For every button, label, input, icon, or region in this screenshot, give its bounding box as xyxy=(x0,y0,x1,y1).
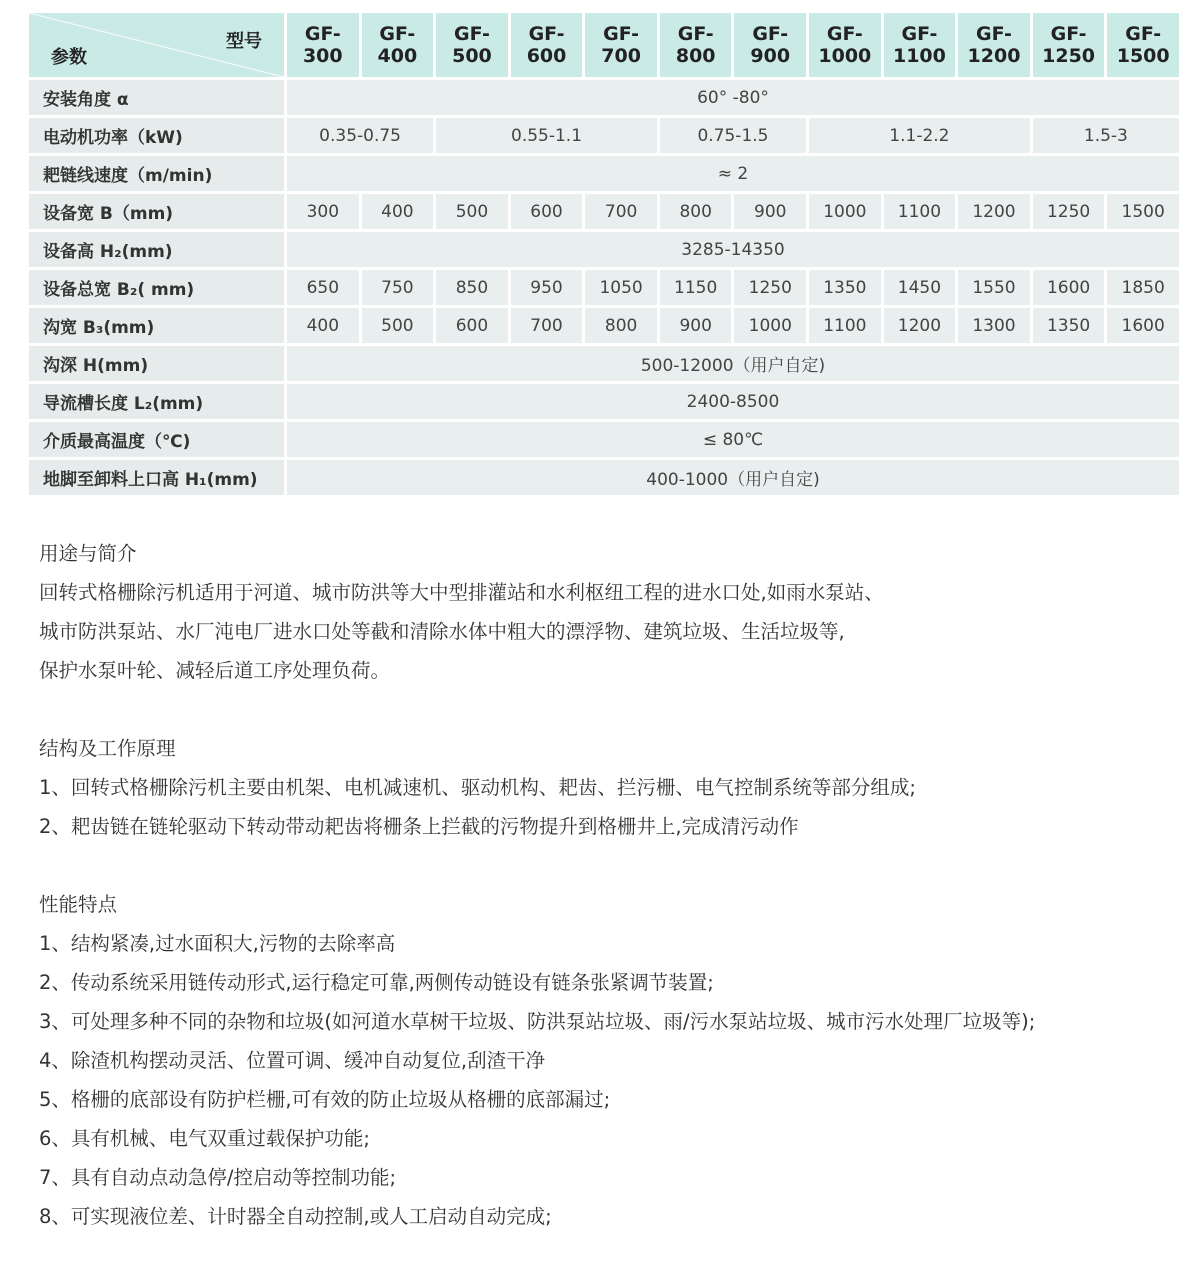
table-cell: 1250 xyxy=(734,270,806,305)
table-cell: 1100 xyxy=(809,308,881,343)
section-title: 用途与简介 xyxy=(39,542,137,565)
table-cell: 1150 xyxy=(660,270,732,305)
row-label: 设备宽 B（mm) xyxy=(29,194,284,229)
table-row xyxy=(29,460,1179,495)
table-cell: 800 xyxy=(660,194,732,229)
table-cell: 1550 xyxy=(958,270,1030,305)
model-header-cell xyxy=(1033,13,1105,77)
model-prefix: GF- xyxy=(379,23,416,45)
table-cell: 800 xyxy=(585,308,657,343)
row-label: 安装角度 α xyxy=(29,80,284,115)
table-cell: 1000 xyxy=(734,308,806,343)
model-header-cell xyxy=(660,13,732,77)
table-row xyxy=(29,156,1179,191)
table-cell: 1350 xyxy=(809,270,881,305)
table-cell: 1.1-2.2 xyxy=(809,118,1030,153)
section-line: 3、可处理多种不同的杂物和垃圾(如河道水草树干垃圾、防洪泵站垃圾、雨/污水泵站垃圾、城市污水处理厂垃圾等); xyxy=(39,1010,1036,1033)
table-cell: 1100 xyxy=(884,194,956,229)
table-row xyxy=(29,308,1179,343)
model-prefix: GF- xyxy=(528,23,565,45)
row-label: 电动机功率（kW) xyxy=(29,118,284,153)
table-cell: 900 xyxy=(660,308,732,343)
table-cell: 700 xyxy=(511,308,583,343)
table-cell: 400 xyxy=(287,308,359,343)
model-prefix: GF- xyxy=(752,23,789,45)
table-cell: 950 xyxy=(511,270,583,305)
model-prefix: GF- xyxy=(976,23,1012,45)
row-label: 地脚至卸料上口高 H₁(mm) xyxy=(29,460,284,495)
section-line: 4、除渣机构摆动灵活、位置可调、缓冲自动复位,刮渣干净 xyxy=(39,1049,546,1072)
table-cell: 1350 xyxy=(1033,308,1105,343)
table-cell: 900 xyxy=(734,194,806,229)
table-cell: 0.35-0.75 xyxy=(287,118,433,153)
corner-model-label: 型号 xyxy=(226,31,262,52)
model-header-cell xyxy=(287,13,359,77)
table-row xyxy=(29,80,1179,115)
model-header-cell xyxy=(1107,13,1179,77)
row-label: 设备高 H₂(mm) xyxy=(29,232,284,267)
model-prefix: GF- xyxy=(677,23,714,45)
spec-table xyxy=(26,10,1182,498)
row-label: 沟宽 B₃(mm) xyxy=(29,308,284,343)
table-row xyxy=(29,384,1179,419)
table-cell: 1000 xyxy=(809,194,881,229)
model-number: 800 xyxy=(675,45,716,67)
table-cell: 500-12000（用户自定) xyxy=(287,346,1179,381)
model-header-cell xyxy=(362,13,434,77)
table-row xyxy=(29,422,1179,457)
model-number: 900 xyxy=(750,45,791,67)
model-header-cell xyxy=(436,13,508,77)
table-cell: 300 xyxy=(287,194,359,229)
table-header-row xyxy=(29,13,1179,77)
spec-table-container xyxy=(26,10,1182,498)
section-line: 1、回转式格栅除污机主要由机架、电机减速机、驱动机构、耙齿、拦污栅、电气控制系统等部分组成; xyxy=(39,776,916,799)
section-line: 城市防洪泵站、水厂沌电厂进水口处等截和清除水体中粗大的漂浮物、建筑垃圾、生活垃圾等, xyxy=(39,620,845,643)
model-header-cell xyxy=(809,13,881,77)
row-label: 介质最高温度（℃) xyxy=(29,422,284,457)
model-prefix: GF- xyxy=(826,23,863,45)
table-row xyxy=(29,232,1179,267)
section-line: 2、传动系统采用链传动形式,运行稳定可靠,两侧传动链设有链条张紧调节装置; xyxy=(39,971,714,994)
section-line: 5、格栅的底部设有防护栏栅,可有效的防止垃圾从格栅的底部漏过; xyxy=(39,1088,611,1111)
table-cell: 1850 xyxy=(1107,270,1179,305)
table-cell: 500 xyxy=(436,194,508,229)
model-number: 500 xyxy=(452,45,492,67)
table-cell: 700 xyxy=(585,194,657,229)
model-number: 600 xyxy=(526,45,567,67)
section-line: 1、结构紧凑,过水面积大,污物的去除率高 xyxy=(39,932,396,955)
table-cell: 600 xyxy=(511,194,583,229)
table-cell: 850 xyxy=(436,270,508,305)
section-line: 保护水泵叶轮、减轻后道工序处理负荷。 xyxy=(39,659,391,682)
model-prefix: GF- xyxy=(304,23,341,45)
section-line: 回转式格栅除污机适用于河道、城市防洪等大中型排灌站和水利枢纽工程的进水口处,如雨水泵站、 xyxy=(39,581,884,604)
model-number: 400 xyxy=(377,45,418,67)
section-gap xyxy=(39,690,1189,729)
table-cell: ≤ 80℃ xyxy=(287,422,1179,457)
table-cell: 1500 xyxy=(1107,194,1179,229)
row-label: 耙链线速度（m/min) xyxy=(29,156,284,191)
model-number: 1000 xyxy=(818,45,872,67)
table-cell: 1450 xyxy=(884,270,956,305)
model-prefix: GF- xyxy=(454,23,490,45)
model-number: 300 xyxy=(302,45,343,67)
model-header-cell xyxy=(511,13,583,77)
table-cell: 400-1000（用户自定) xyxy=(287,460,1179,495)
row-label: 导流槽长度 L₂(mm) xyxy=(29,384,284,419)
table-cell: 1300 xyxy=(958,308,1030,343)
model-header-cell xyxy=(958,13,1030,77)
table-cell: 750 xyxy=(362,270,434,305)
model-number: 700 xyxy=(601,45,641,67)
table-cell: ≈ 2 xyxy=(287,156,1179,191)
table-corner-cell xyxy=(29,13,284,77)
model-prefix: GF- xyxy=(901,23,938,45)
section-line: 8、可实现液位差、计时器全自动控制,或人工启动自动完成; xyxy=(39,1205,552,1228)
table-cell: 60° -80° xyxy=(287,80,1179,115)
table-cell: 1600 xyxy=(1033,270,1105,305)
table-cell: 2400-8500 xyxy=(287,384,1179,419)
row-label: 沟深 H(mm) xyxy=(29,346,284,381)
description-text xyxy=(39,534,1189,1236)
table-cell: 600 xyxy=(436,308,508,343)
model-number: 1100 xyxy=(892,45,946,67)
section-title: 性能特点 xyxy=(39,893,118,916)
model-number: 1250 xyxy=(1042,45,1096,67)
table-cell: 3285-14350 xyxy=(287,232,1179,267)
table-cell: 0.55-1.1 xyxy=(436,118,657,153)
table-cell: 1.5-3 xyxy=(1033,118,1179,153)
table-row xyxy=(29,194,1179,229)
row-label: 设备总宽 B₂( mm) xyxy=(29,270,284,305)
model-prefix: GF- xyxy=(1050,23,1087,45)
table-cell: 0.75-1.5 xyxy=(660,118,806,153)
table-cell: 1050 xyxy=(585,270,657,305)
model-prefix: GF- xyxy=(603,23,640,45)
model-number: 1200 xyxy=(967,45,1021,67)
table-cell: 500 xyxy=(362,308,434,343)
section-gap xyxy=(39,846,1189,885)
section-line: 2、耙齿链在链轮驱动下转动带动耙齿将栅条上拦截的污物提升到格栅井上,完成清污动作 xyxy=(39,815,799,838)
corner-param-label: 参数 xyxy=(51,47,87,68)
table-row xyxy=(29,270,1179,305)
model-header-cell xyxy=(734,13,806,77)
model-header-cell xyxy=(585,13,657,77)
section-line: 6、具有机械、电气双重过载保护功能; xyxy=(39,1127,370,1150)
table-cell: 1250 xyxy=(1033,194,1105,229)
table-cell: 400 xyxy=(362,194,434,229)
model-prefix: GF- xyxy=(1125,23,1162,45)
table-cell: 650 xyxy=(287,270,359,305)
table-row xyxy=(29,118,1179,153)
table-cell: 1600 xyxy=(1107,308,1179,343)
table-cell: 1200 xyxy=(958,194,1030,229)
section-line: 7、具有自动点动急停/控启动等控制功能; xyxy=(39,1166,397,1189)
model-number: 1500 xyxy=(1116,45,1170,67)
table-cell: 1200 xyxy=(884,308,956,343)
section-title: 结构及工作原理 xyxy=(39,737,176,760)
model-header-cell xyxy=(884,13,956,77)
table-row xyxy=(29,346,1179,381)
